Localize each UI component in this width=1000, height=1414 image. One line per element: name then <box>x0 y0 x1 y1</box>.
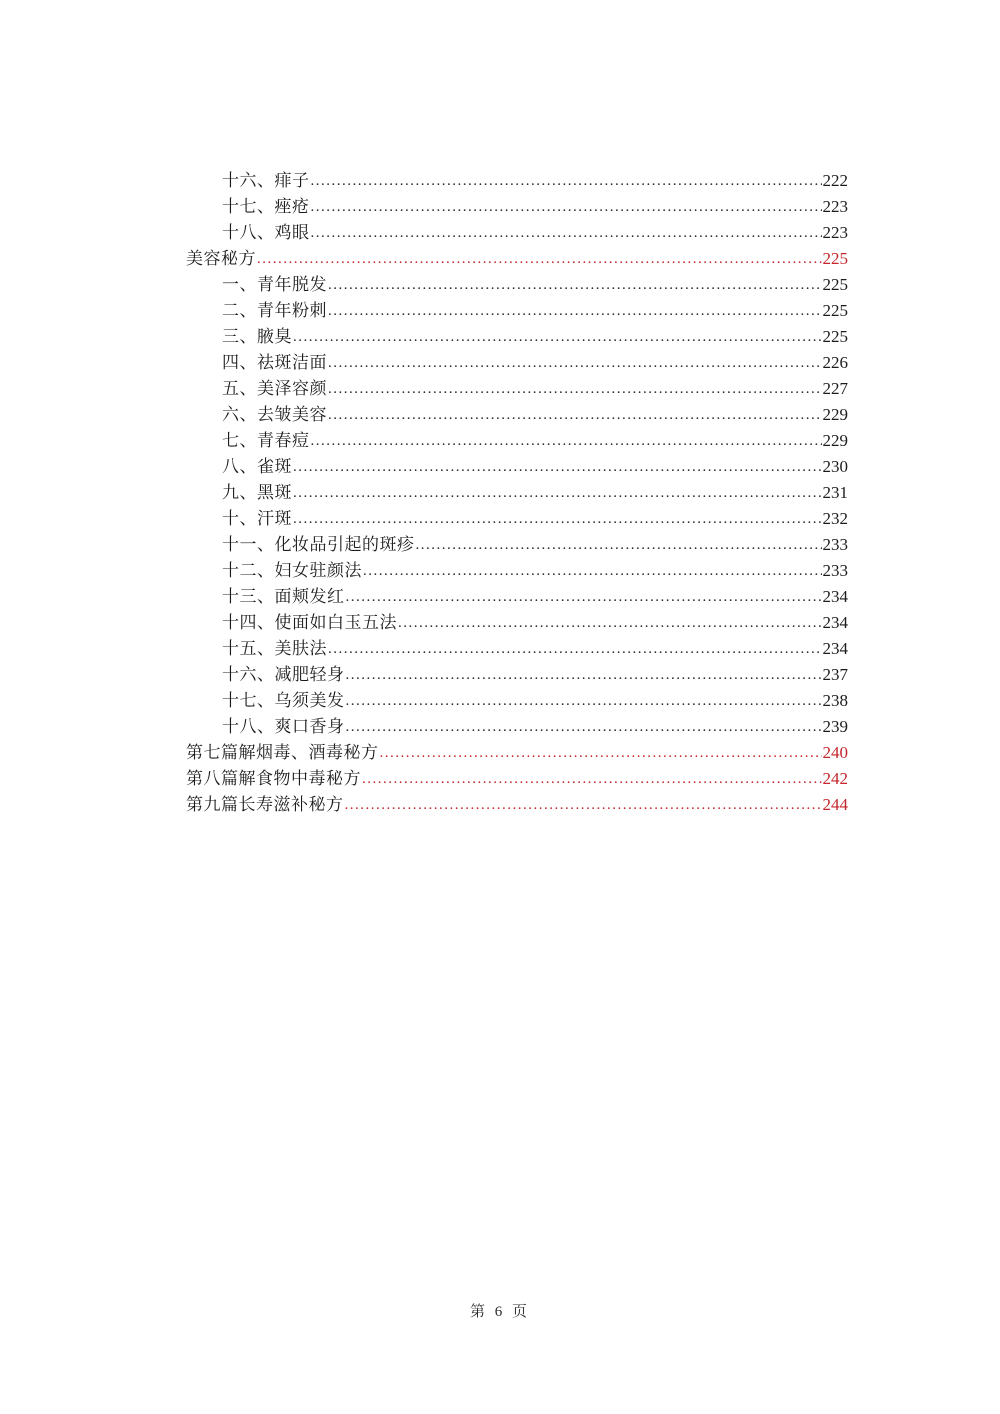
toc-entry-title: 七、青春痘 <box>222 431 310 450</box>
dot-leader <box>328 349 822 376</box>
dot-leader <box>311 219 822 246</box>
toc-entry-title: 十六、减肥轻身 <box>222 665 345 684</box>
toc-entry-page-number: 225 <box>822 301 848 320</box>
table-of-contents <box>186 168 848 818</box>
toc-entry-page-number: 244 <box>822 795 848 814</box>
dot-leader <box>328 635 822 662</box>
toc-entry-title: 第九篇长寿滋补秘方 <box>186 795 344 814</box>
toc-entry-title: 四、祛斑洁面 <box>222 353 327 372</box>
dot-leader <box>311 193 822 220</box>
toc-entry-page-number: 231 <box>822 483 848 502</box>
toc-entry-page-number: 223 <box>822 197 848 216</box>
dot-leader <box>293 453 822 480</box>
toc-row[interactable] <box>186 506 848 532</box>
toc-entry-page-number: 238 <box>822 691 848 710</box>
toc-entry-page-number: 242 <box>822 769 848 788</box>
toc-entry-page-number: 229 <box>822 405 848 424</box>
dot-leader <box>311 167 822 194</box>
toc-row[interactable] <box>186 558 848 584</box>
toc-entry-title: 十二、妇女驻颜法 <box>222 561 362 580</box>
toc-row[interactable] <box>186 246 848 272</box>
toc-row[interactable] <box>186 714 848 740</box>
toc-row[interactable] <box>186 792 848 818</box>
toc-row[interactable] <box>186 376 848 402</box>
toc-entry-title: 第七篇解烟毒、酒毒秘方 <box>186 743 379 762</box>
toc-row[interactable] <box>186 324 848 350</box>
toc-entry-page-number: 230 <box>822 457 848 476</box>
toc-entry-title: 十八、爽口香身 <box>222 717 345 736</box>
toc-row[interactable] <box>186 298 848 324</box>
dot-leader <box>346 687 822 714</box>
dot-leader <box>362 765 822 792</box>
toc-entry-page-number: 239 <box>822 717 848 736</box>
toc-row[interactable] <box>186 662 848 688</box>
dot-leader <box>380 739 822 766</box>
dot-leader <box>416 531 822 558</box>
toc-row[interactable] <box>186 194 848 220</box>
toc-row[interactable] <box>186 220 848 246</box>
toc-entry-page-number: 223 <box>822 223 848 242</box>
toc-entry-page-number: 229 <box>822 431 848 450</box>
toc-entry-page-number: 233 <box>822 561 848 580</box>
dot-leader <box>345 791 822 818</box>
toc-entry-title: 十四、使面如白玉五法 <box>222 613 397 632</box>
dot-leader <box>346 583 822 610</box>
dot-leader <box>346 713 822 740</box>
toc-entry-page-number: 233 <box>822 535 848 554</box>
dot-leader <box>398 609 822 636</box>
toc-entry-title: 十一、化妆品引起的斑疹 <box>222 535 415 554</box>
dot-leader <box>328 401 822 428</box>
dot-leader <box>293 323 822 350</box>
dot-leader <box>346 661 822 688</box>
dot-leader <box>293 505 822 532</box>
toc-entry-title: 六、去皱美容 <box>222 405 327 424</box>
toc-entry-page-number: 226 <box>822 353 848 372</box>
toc-entry-page-number: 240 <box>822 743 848 762</box>
toc-entry-page-number: 222 <box>822 171 848 190</box>
toc-entry-page-number: 227 <box>822 379 848 398</box>
toc-entry-title: 一、青年脱发 <box>222 275 327 294</box>
toc-row[interactable] <box>186 766 848 792</box>
dot-leader <box>328 375 822 402</box>
toc-row[interactable] <box>186 688 848 714</box>
toc-entry-title: 十七、痤疮 <box>222 197 310 216</box>
toc-row[interactable] <box>186 740 848 766</box>
toc-row[interactable] <box>186 428 848 454</box>
dot-leader <box>328 297 822 324</box>
toc-entry-page-number: 232 <box>822 509 848 528</box>
toc-entry-page-number: 225 <box>822 275 848 294</box>
toc-entry-title: 二、青年粉刺 <box>222 301 327 320</box>
toc-entry-page-number: 225 <box>822 249 848 268</box>
toc-entry-page-number: 234 <box>822 639 848 658</box>
toc-row[interactable] <box>186 168 848 194</box>
toc-entry-page-number: 237 <box>822 665 848 684</box>
toc-entry-title: 三、腋臭 <box>222 327 292 346</box>
dot-leader <box>363 557 822 584</box>
toc-entry-title: 五、美泽容颜 <box>222 379 327 398</box>
toc-entry-title: 八、雀斑 <box>222 457 292 476</box>
toc-entry-title: 十七、乌须美发 <box>222 691 345 710</box>
toc-entry-title: 第八篇解食物中毒秘方 <box>186 769 361 788</box>
toc-entry-title: 十三、面颊发红 <box>222 587 345 606</box>
toc-entry-title: 十六、痱子 <box>222 171 310 190</box>
toc-entry-title: 九、黑斑 <box>222 483 292 502</box>
toc-entry-title: 十八、鸡眼 <box>222 223 310 242</box>
toc-row[interactable] <box>186 532 848 558</box>
toc-row[interactable] <box>186 480 848 506</box>
toc-row[interactable] <box>186 610 848 636</box>
toc-row[interactable] <box>186 402 848 428</box>
dot-leader <box>293 479 822 506</box>
toc-row[interactable] <box>186 454 848 480</box>
dot-leader <box>257 245 822 272</box>
toc-row[interactable] <box>186 584 848 610</box>
dot-leader <box>328 271 822 298</box>
toc-entry-page-number: 234 <box>822 613 848 632</box>
page-number-footer: 第 6 页 <box>469 1304 530 1320</box>
dot-leader <box>311 427 822 454</box>
toc-row[interactable] <box>186 272 848 298</box>
toc-entry-title: 十五、美肤法 <box>222 639 327 658</box>
toc-entry-title: 十、汗斑 <box>222 509 292 528</box>
toc-entry-page-number: 234 <box>822 587 848 606</box>
toc-entry-title: 美容秘方 <box>186 249 256 268</box>
toc-row[interactable] <box>186 350 848 376</box>
toc-entry-page-number: 225 <box>822 327 848 346</box>
toc-row[interactable] <box>186 636 848 662</box>
